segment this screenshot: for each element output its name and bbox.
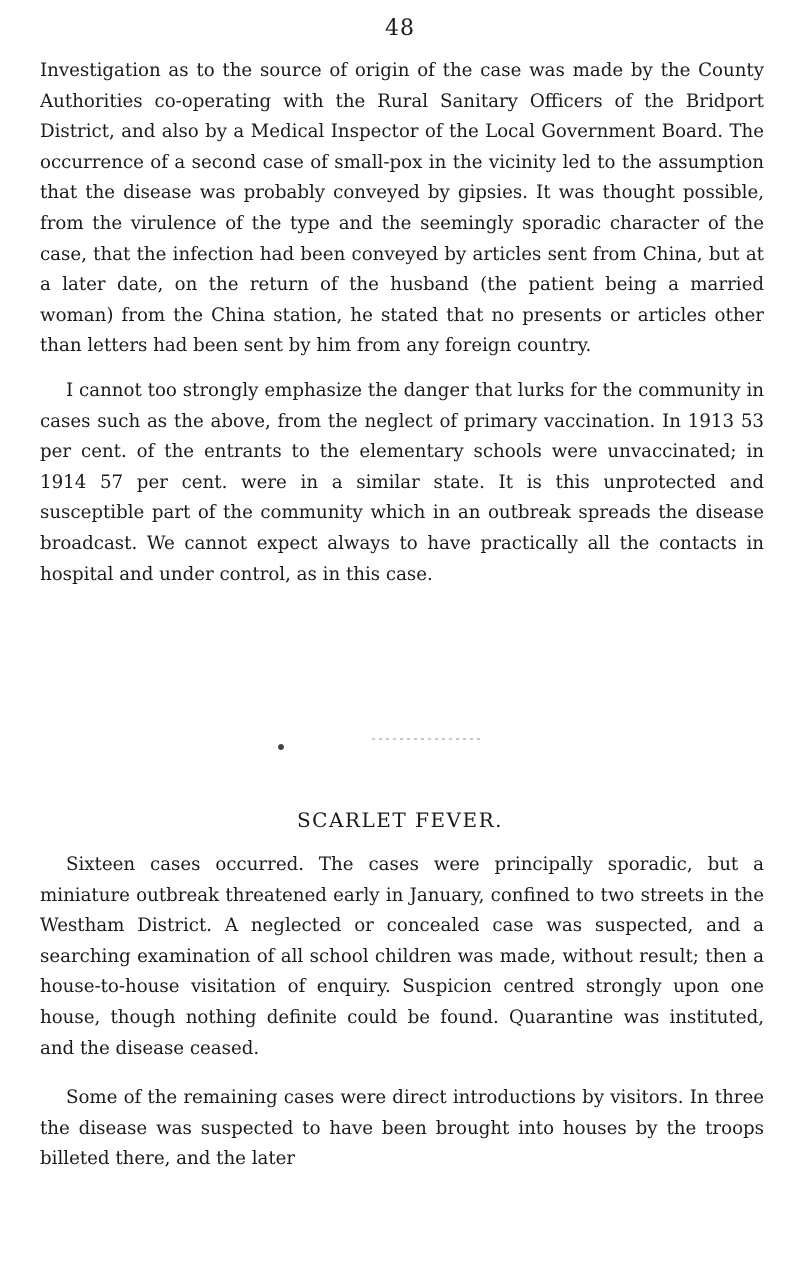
paragraph-vaccination: I cannot too strongly emphasize the danger that lurks for the community in cases such as the above, from the neglect of primary vaccination. In 1913 53 per cent. of the entrants to the elementary schools were unvaccinated; in 1914 57 per cent. were in a similar state. It is this unprotected and susceptible part of the community which in an outbreak spreads the disease broadcast. We cannot expect always to have practically all the contacts in hospital and under control, as in this case. <box>40 380 764 585</box>
separator-smudge <box>372 738 482 740</box>
paragraph-investigation: Investigation as to the source of origin of the case was made by the County Authorities co-operating with the Rural Sanitary Officers of the Bridport District, and also by a Medical Inspector of the Local Government Board. The occurrence of a second case of small-pox in the vicinity led to the assumption that the disease was probably conveyed by gipsies. It was thought possible, from the virulence of the type and the seemingly sporadic character of the case, that the infection had been conveyed by articles sent from China, but at a later date, on the return of the husband (the patient being a married woman) from the China station, he stated that no presents or articles other than letters had been sent by him from any foreign country. <box>40 60 764 357</box>
paragraph-scarlet-fever-cases: Sixteen cases occurred. The cases were principally sporadic, but a miniature outbreak threatened early in January, confined to two streets in the Westham District. A neglected or concealed case was suspected, and a searching examination of all school children was made, without result; then a house-to-house visitation of enquiry. Suspicion centred strongly upon one house, though nothing definite could be found. Quarantine was instituted, and the disease ceased. <box>40 854 764 1059</box>
ink-dot <box>278 744 284 750</box>
section-heading-scarlet-fever: SCARLET FEVER. <box>296 808 504 832</box>
page-number: 48 <box>385 16 415 41</box>
paragraph-scarlet-fever-introductions: Some of the remaining cases were direct introductions by visitors. In three the disease was suspected to have been brought into houses by the troops billeted there, and the later <box>40 1087 764 1170</box>
